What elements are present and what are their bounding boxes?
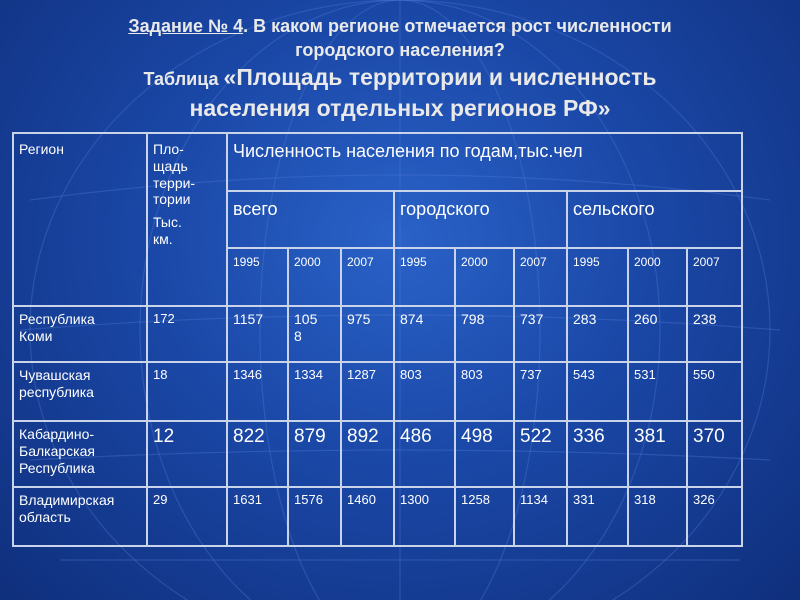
- year-header: 1995: [567, 248, 628, 306]
- area-value: 172: [147, 306, 227, 362]
- value-cell: 331: [567, 487, 628, 546]
- value-cell: 1631: [227, 487, 288, 546]
- region-name: [13, 362, 147, 421]
- value-cell: 803: [394, 362, 455, 421]
- region-line: Республика: [19, 459, 95, 476]
- area-value: 12: [147, 421, 227, 487]
- header-population: Численность населения по годам,тыс.чел: [227, 133, 742, 191]
- value-cell: 1300: [394, 487, 455, 546]
- value-cell: 874: [394, 306, 455, 362]
- value-cell: 1334: [288, 362, 341, 421]
- value-cell: 283: [567, 306, 628, 362]
- header-area-line: щадь: [153, 157, 188, 174]
- value-cell: 975: [341, 306, 394, 362]
- region-line: республика: [19, 383, 94, 400]
- table-row: [13, 487, 742, 546]
- region-name: [13, 487, 147, 546]
- value-line: 105: [294, 311, 318, 327]
- value-cell: 550: [687, 362, 742, 421]
- table-title-text: «Площадь территории и численность: [223, 64, 657, 90]
- group-urban: городского: [394, 191, 567, 248]
- value-cell: 543: [567, 362, 628, 421]
- value-cell: 737: [514, 306, 567, 362]
- year-header: 2000: [288, 248, 341, 306]
- value-cell: 318: [628, 487, 687, 546]
- value-cell: 370: [687, 421, 742, 487]
- value-cell: 1157: [227, 306, 288, 362]
- value-cell: 498: [455, 421, 514, 487]
- year-header: 2007: [687, 248, 742, 306]
- header-area-line: тории: [153, 191, 191, 208]
- value-cell: 1576: [288, 487, 341, 546]
- year-header: 2007: [341, 248, 394, 306]
- header-area-line: Пло-: [153, 141, 184, 157]
- value-cell: 381: [628, 421, 687, 487]
- header-row-1: [13, 133, 742, 191]
- header-area: [147, 133, 227, 306]
- value-cell: 336: [567, 421, 628, 487]
- value-cell: 238: [687, 306, 742, 362]
- value-cell: 326: [687, 487, 742, 546]
- value-cell: 522: [514, 421, 567, 487]
- table-title-line2: населения отдельных регионов РФ»: [189, 95, 611, 121]
- region-line: Балкарская: [19, 442, 95, 459]
- group-total: всего: [227, 191, 394, 248]
- area-value: 18: [147, 362, 227, 421]
- task-question-line2: городского населения?: [295, 40, 505, 60]
- value-cell: 892: [341, 421, 394, 487]
- region-name: [13, 421, 147, 487]
- group-rural: сельского: [567, 191, 742, 248]
- region-name: [13, 306, 147, 362]
- year-header: 2000: [455, 248, 514, 306]
- table-row: [13, 362, 742, 421]
- year-header: 2000: [628, 248, 687, 306]
- value-cell: 1287: [341, 362, 394, 421]
- year-header: 1995: [227, 248, 288, 306]
- value-cell: 798: [455, 306, 514, 362]
- region-line: область: [19, 508, 71, 525]
- year-header: 1995: [394, 248, 455, 306]
- table-prefix: Таблица: [143, 69, 224, 89]
- region-line: Владимирская: [19, 492, 115, 508]
- area-value: 29: [147, 487, 227, 546]
- value-cell: 1346: [227, 362, 288, 421]
- population-table: [12, 132, 743, 547]
- header-area-unit: км.: [153, 230, 173, 247]
- task-question-text: . В каком регионе отмечается рост численности: [243, 16, 672, 36]
- value-cell: 1134: [514, 487, 567, 546]
- value-cell: 260: [628, 306, 687, 362]
- task-label: Задание № 4: [128, 16, 244, 36]
- region-line: Республика: [19, 311, 95, 327]
- table-row: [13, 306, 742, 362]
- header-area-unit: Тыс.: [153, 214, 182, 231]
- header-region: Регион: [13, 133, 147, 306]
- value-cell: 486: [394, 421, 455, 487]
- year-header: 2007: [514, 248, 567, 306]
- region-line: Кабардино-: [19, 426, 95, 442]
- value-cell: 1258: [455, 487, 514, 546]
- value-cell: 822: [227, 421, 288, 487]
- header-area-line: терри-: [153, 174, 196, 191]
- region-line: Чувашская: [19, 367, 91, 383]
- region-line: Коми: [19, 327, 53, 344]
- value-cell: 531: [628, 362, 687, 421]
- task-question-line1: [0, 16, 800, 37]
- value-line: 8: [294, 327, 302, 344]
- table-row: [13, 421, 742, 487]
- value-cell: 737: [514, 362, 567, 421]
- table-title-line1: [0, 64, 800, 91]
- value-cell: 1460: [341, 487, 394, 546]
- value-cell: 803: [455, 362, 514, 421]
- value-cell: 879: [288, 421, 341, 487]
- value-cell: [288, 306, 341, 362]
